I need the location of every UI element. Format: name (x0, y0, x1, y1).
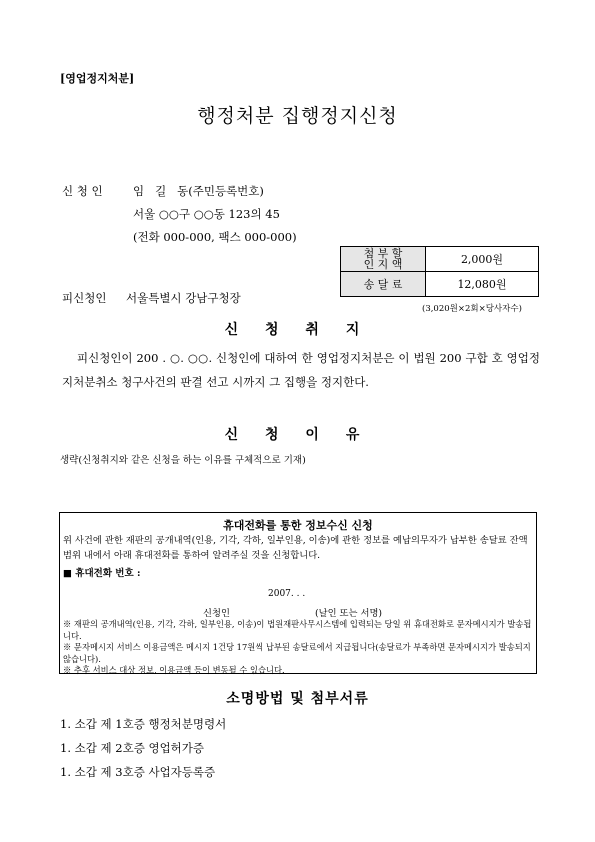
purpose-heading: 신 청 취 지 (224, 322, 371, 338)
applicant-name: 임 길 동(주민등록번호) (133, 184, 264, 198)
attachment-item: 1. 소갑 제 3호증 사업자등록증 (60, 765, 216, 779)
stamp-fee-value: 2,000원 (426, 247, 539, 272)
mobile-box-note: ※ 추후 서비스 대상 정보, 이용금액 등이 변동될 수 있습니다. (63, 665, 285, 675)
postage-fee-value: 12,080원 (426, 272, 539, 297)
fee-table (340, 246, 539, 297)
document-type-tag: [영업정지처분] (60, 72, 135, 85)
mobile-box-note: ※ 문자메시지 서비스 이용금액은 메시지 1건당 17원씩 납부된 송달료에서 지급됩니다(송달료가 부족하면 문자메시지가 발송되지 않습니다). (63, 642, 531, 664)
mobile-notification-box (59, 512, 537, 674)
applicant-address: 서울 ○○구 ○○동 123의 45 (133, 207, 280, 221)
mobile-phone-field[interactable]: ■ 휴대전화 번호 : (63, 568, 141, 579)
stamp-fee-label-line1: 첨 부 할 (363, 247, 403, 260)
mobile-box-note: ※ 재판의 공개내역(인용, 기각, 각하, 일부인용, 이송)이 법원재판사무시스템에 입력되는 당일 위 휴대전화로 문자메시지가 발송됩니다. (63, 619, 532, 641)
mobile-box-title: 휴대전화를 통한 정보수신 신청 (223, 519, 373, 532)
reason-heading: 신 청 이 유 (224, 427, 371, 443)
postage-fee-label: 송 달 료 (341, 272, 426, 297)
postage-fee-note: (3,020원×2회×당사자수) (422, 304, 522, 314)
applicant-contact: (전화 000-000, 팩스 000-000) (133, 230, 297, 244)
reason-text: 생략(신청취지와 같은 신청을 하는 이유를 구체적으로 기재) (60, 455, 306, 466)
mobile-box-date: 2007. . . (268, 589, 306, 599)
mobile-box-intro: 위 사건에 관한 재판의 공개내역(인용, 기각, 각하, 일부인용, 이송)에 관한 정보를 예납의무자가 납부한 송달료 잔액 범위 내에서 아래 휴대전화를 통하여 알려주실 것을 신청합니다. (63, 535, 528, 561)
mobile-box-notes (63, 619, 533, 677)
stamp-fee-label-line2: 인 지 액 (363, 258, 403, 271)
proof-heading: 소명방법 및 첨부서류 (226, 691, 369, 707)
respondent-name: 서울특별시 강남구청장 (126, 291, 241, 305)
respondent-label: 피신청인 (62, 291, 107, 305)
attachment-item: 1. 소갑 제 1호증 행정처분명령서 (60, 717, 227, 731)
applicant-label: 신 청 인 (62, 184, 103, 198)
mobile-box-applicant-label: 신청인 (203, 608, 230, 619)
stamp-fee-label (341, 247, 426, 272)
purpose-text: 피신청인이 200 . ○. ○○. 신청인에 대하여 한 영업정지처분은 이 법원 200 구합 호 영업정지처분취소 청구사건의 판결 선고 시까지 그 집행을 정지한다. (62, 351, 540, 389)
attachment-item: 1. 소갑 제 2호증 영업허가증 (60, 741, 204, 755)
document-title: 행정처분 집행정지신청 (197, 105, 398, 127)
mobile-box-signature-label: (날인 또는 서명) (315, 608, 383, 619)
